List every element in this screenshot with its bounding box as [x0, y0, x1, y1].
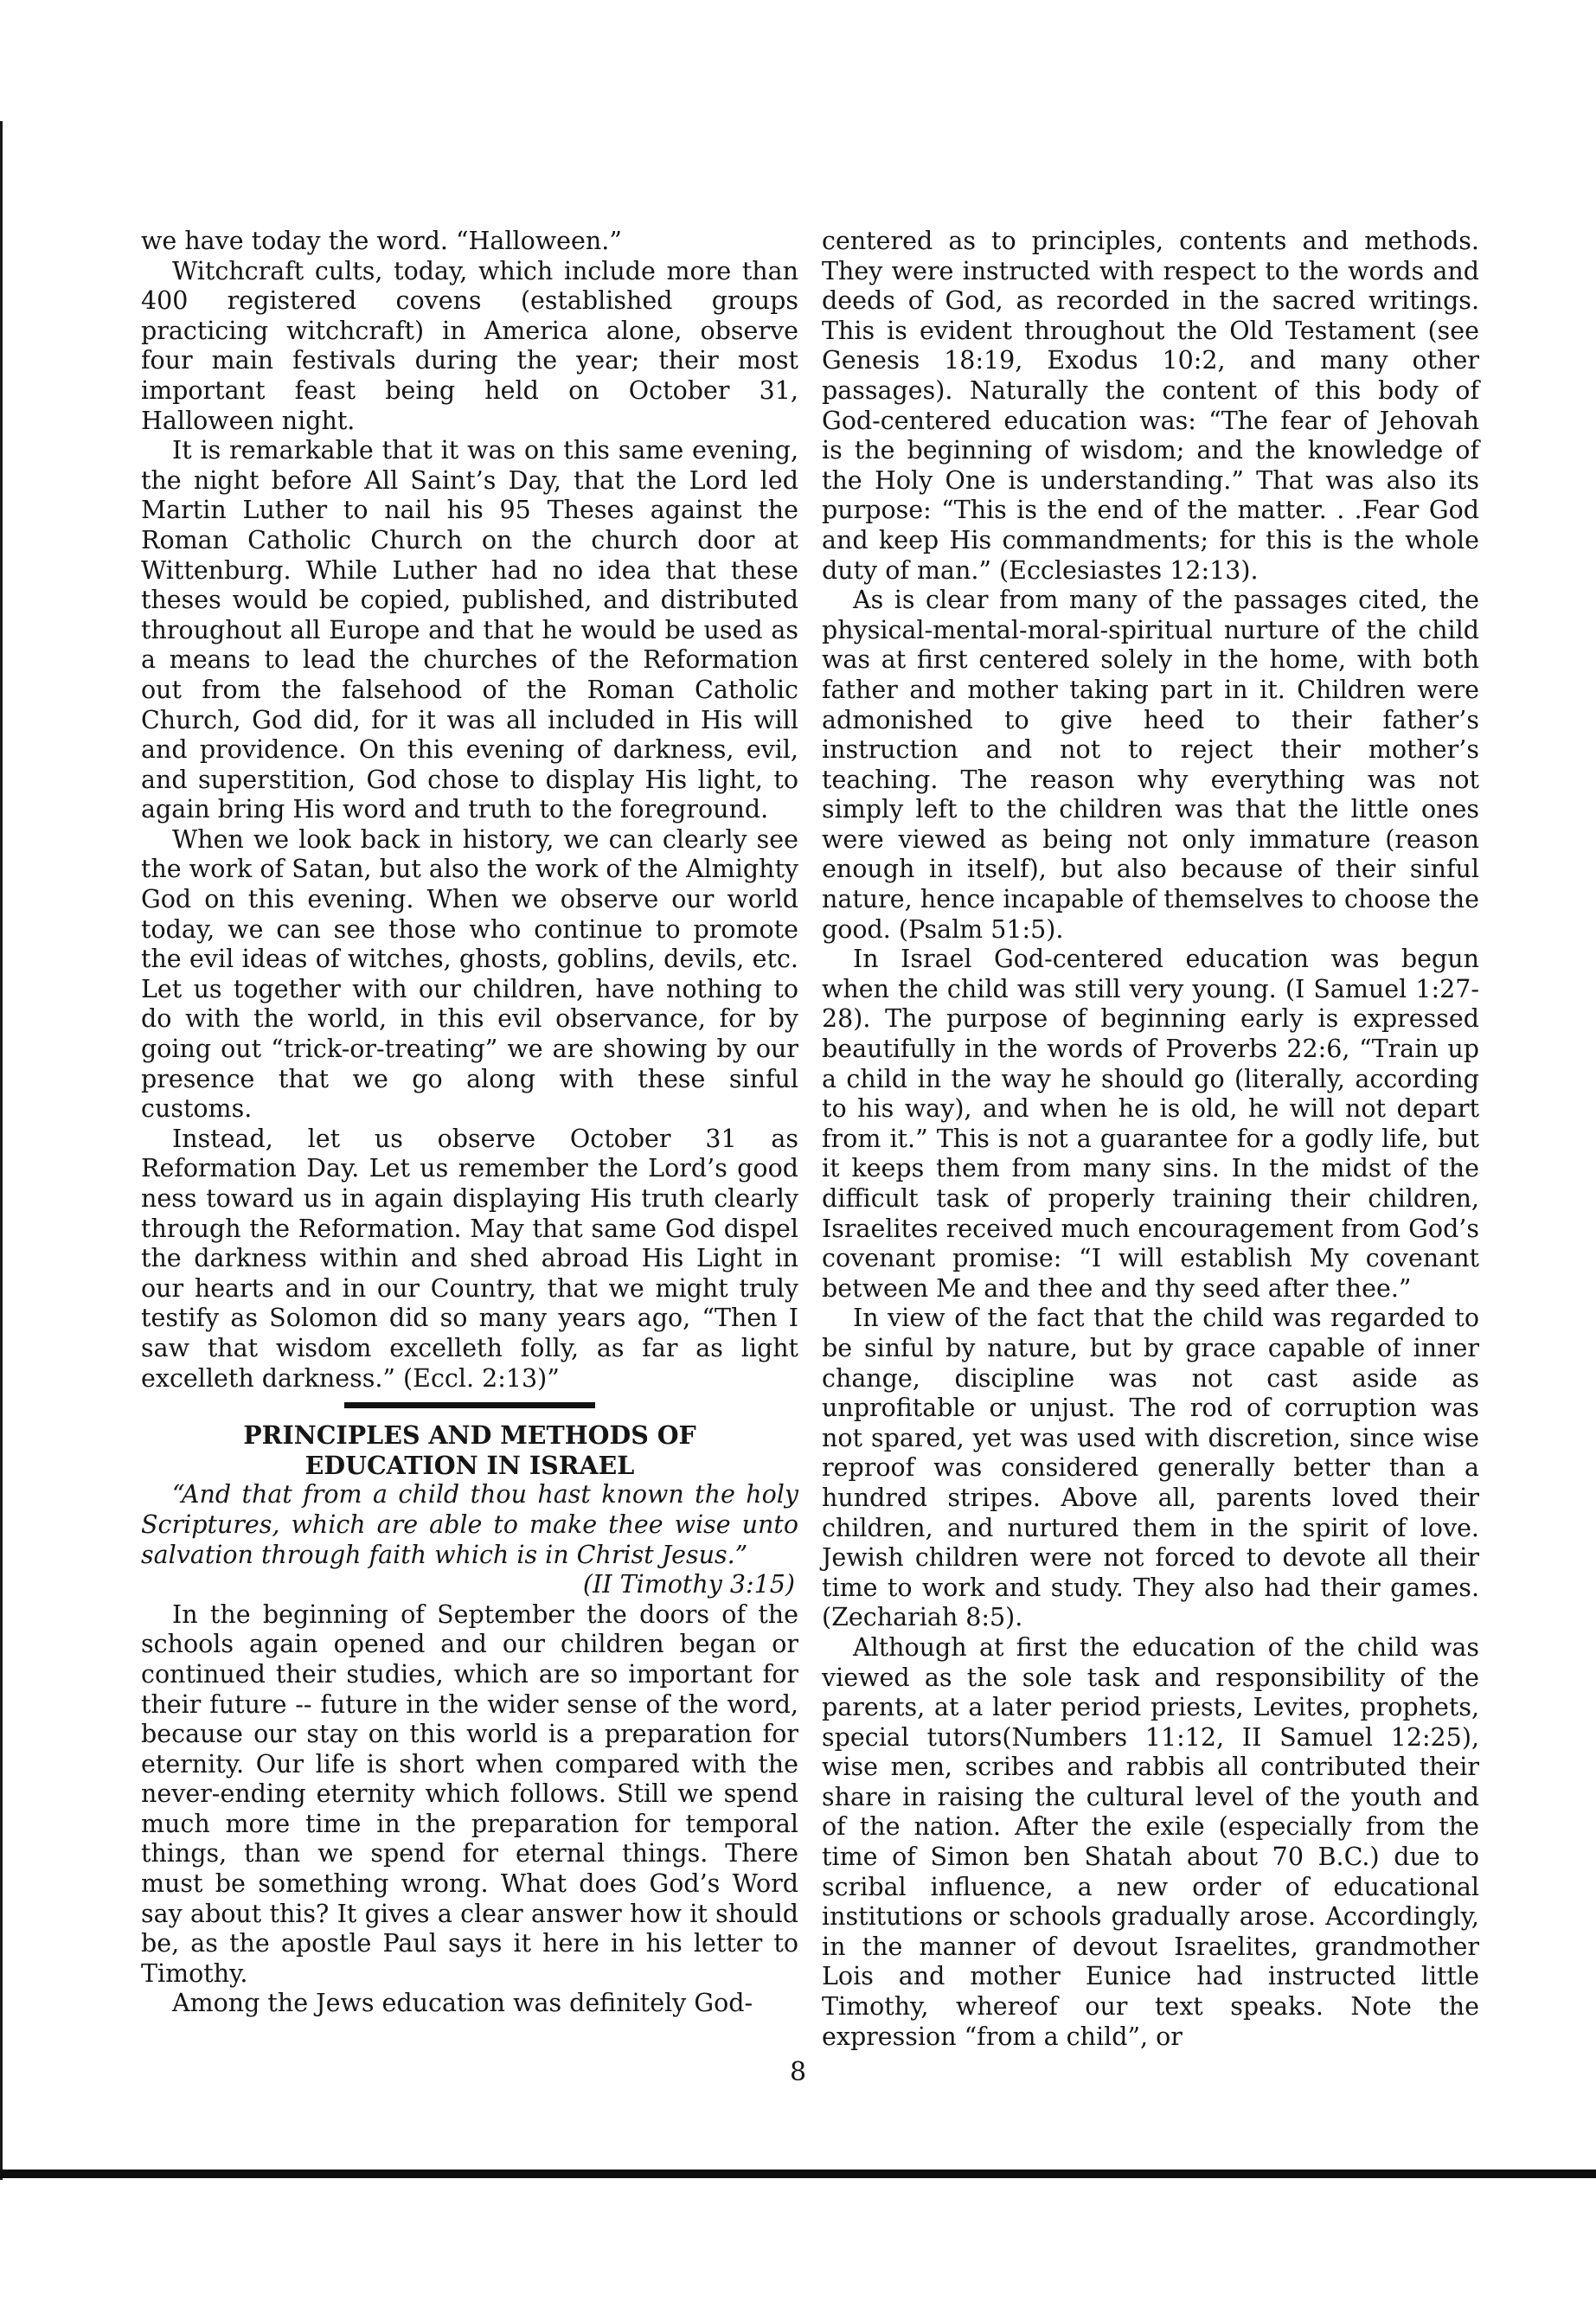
epigraph-citation: (II Timothy 3:15)	[582, 1570, 795, 1599]
right-column	[822, 227, 1479, 2052]
right-paragraph-1: centered as to principles, contents and methods. They were instructed with respect to the words and deeds of God, as recorded in the sacred writings. This is evident throughout the Old Testament (see Genesis 18:19, Exodus 10:2, and many other passages). Naturally the content of this body of God-centered education was: “The fear of Jehovah is the beginning of wisdom; and the knowledge of the Holy One is understanding.” That was also its purpose: “This is the end of the matter. . .Fear God and keep His commandments; for this is the whole duty of man.” (Ecclesiastes 12:13).	[822, 227, 1479, 585]
left-paragraph-3: It is remarkable that it was on this same evening, the night before All Saint’s Day, that the Lord led Martin Luther to nail his 95 Theses against the Roman Catholic Church on the church door at Wittenburg. While Luther had no idea that these theses would be copied, published, and distributed throughout all Europe and that he would be used as a means to lead the churches of the Reformation out from the falsehood of the Roman Catholic Church, God did, for it was all included in His will and providence. On this evening of darkness, evil, and superstition, God chose to display His light, to again bring His word and truth to the foreground.	[141, 436, 798, 824]
right-paragraph-2: As is clear from many of the passages cited, the physical-mental-moral-spiritual nurture of the child was at first centered solely in the home, with both father and mother taking part in it. Children were admonished to give heed to their father’s instruction and not to reject their mother’s teaching. The reason why everything was not simply left to the children was that the little ones were viewed as being not only immature (reason enough in itself), but also because of their sinful nature, hence incapable of themselves to choose the good. (Psalm 51:5).	[822, 586, 1479, 944]
right-paragraph-4: In view of the fact that the child was regarded to be sinful by nature, but by grace capable of inner change, discipline was not cast aside as unprofitable or unjust. The rod of corruption was not spared, yet was used with discretion, since wise reproof was considered generally better than a hundred stripes. Above all, parents loved their children, and nurtured them in the spirit of love. Jewish children were not forced to devote all their time to work and study. They also had their games. (Zechariah 8:5).	[822, 1304, 1479, 1632]
left-paragraph-2: Witchcraft cults, today, which include more than 400 registered covens (established groups practicing witchcraft) in America alone, observe four main festivals during the year; their most important feast being held on October 31, Halloween night.	[141, 256, 798, 435]
section-divider	[344, 1402, 595, 1408]
left-paragraph-5: Instead, let us observe October 31 as Reformation Day. Let us remember the Lord’s good ness toward us in again displaying His truth clearly through the Reformation. May that same God dispel the darkness within and shed abroad His Light in our hearts and in our Country, that we might truly testify as Solomon did so many years ago, “Then I saw that wisdom excelleth folly, as far as light excelleth darkness.” (Eccl. 2:13)”	[141, 1124, 798, 1393]
right-paragraph-3: In Israel God-centered education was begun when the child was still very young. (I Samuel 1:27-28). The purpose of beginning early is expressed beautifully in the words of Proverbs 22:6, “Train up a child in the way he should go (literally, according to his way), and when he is old, he will not depart from it.” This is not a guarantee for a godly life, but it keeps them from many sins. In the midst of the difficult task of properly training their children, Israelites received much encouragement from God’s covenant promise: “I will establish My covenant between Me and thee and thy seed after thee.”	[822, 945, 1479, 1303]
epigraph-quote: “And that from a child thou hast known the holy Scriptures, which are able to make thee wise unto salvation through faith which is in Christ Jesus.”	[141, 1480, 798, 1569]
left-paragraph-4: When we look back in history, we can clearly see the work of Satan, but also the work of the Almighty God on this evening. When we observe our world today, we can see those who continue to promote the evil ideas of witches, ghosts, goblins, devils, etc. Let us together with our children, have nothing to do with the world, in this evil observance, for by going out “trick-or-treating” we are showing by our presence that we go along with these sinful customs.	[141, 824, 798, 1124]
section-heading-line-1: PRINCIPLES AND METHODS OF	[243, 1420, 696, 1451]
left-paragraph-1: we have today the word. “Halloween.”	[141, 227, 622, 255]
left-column	[141, 227, 798, 2019]
page-number: 8	[789, 2057, 807, 2087]
bottom-rule	[0, 2170, 1596, 2178]
left-paragraph-7: Among the Jews education was definitely God-	[172, 1989, 753, 2018]
right-paragraph-5: Although at first the education of the child was viewed as the sole task and responsibility of the parents, at a later period priests, Levites, prophets, special tutors(Numbers 11:12, II Samuel 12:25), wise men, scribes and rabbis all contributed their share in raising the cultural level of the youth and of the nation. After the exile (especially from the time of Simon ben Shatah about 70 B.C.) due to scribal influence, a new order of educational institutions or schools gradually arose. Accordingly, in the manner of devout Israelites, grandmother Lois and mother Eunice had instructed little Timothy, whereof our text speaks. Note the expression “from a child”, or	[822, 1632, 1479, 2051]
scan-edge-line	[0, 121, 3, 2180]
left-paragraph-6: In the beginning of September the doors of the schools again opened and our children began or continued their studies, which are so important for their future -- future in the wider sense of the word, because our stay on this world is a preparation for eternity. Our life is short when compared with the never-ending eternity which follows. Still we spend much more time in the preparation for temporal things, than we spend for eternal things. There must be something wrong. What does God’s Word say about this? It gives a clear answer how it should be, as the apostle Paul says it here in his letter to Timothy.	[141, 1599, 798, 1988]
section-heading-line-2: EDUCATION IN ISRAEL	[304, 1450, 635, 1480]
